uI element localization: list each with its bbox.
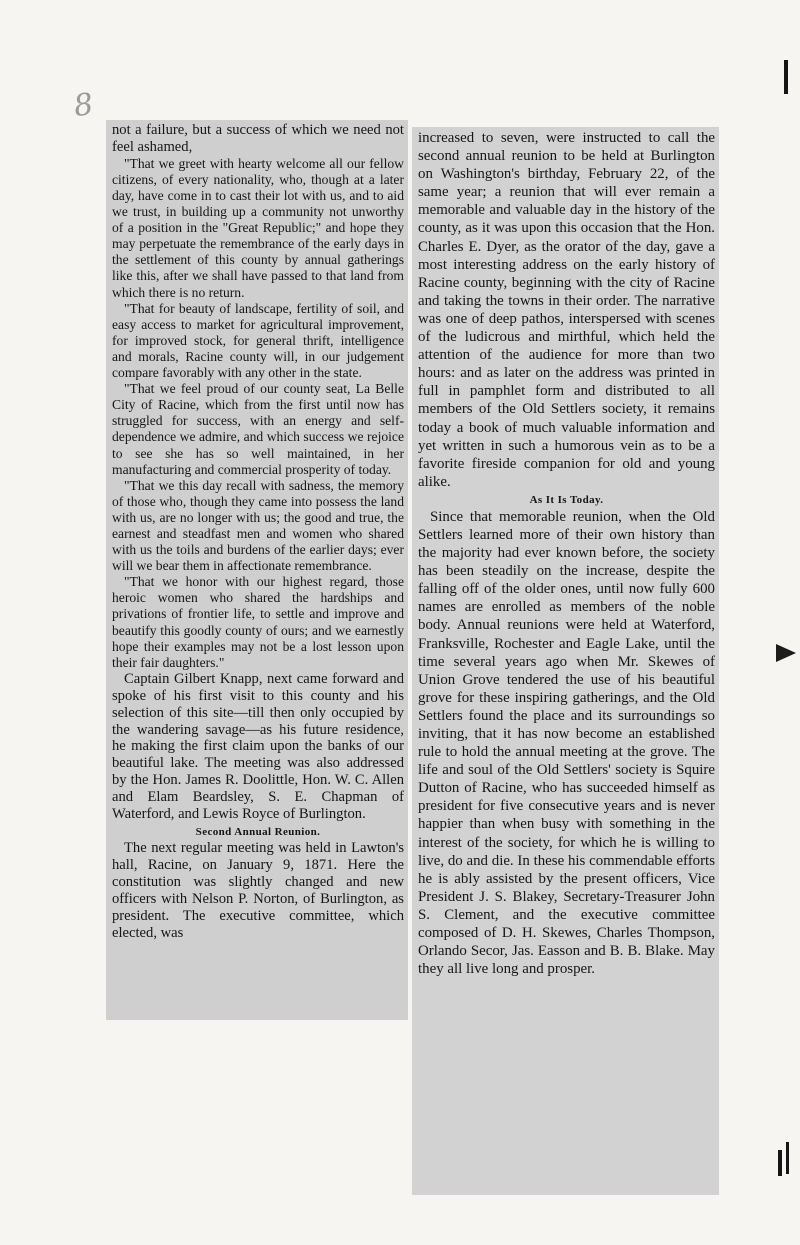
edge-mark-bottom-2 (786, 1142, 789, 1174)
resolution-women: "That we honor with our highest regard, those heroic women who shared the hardships and privations of frontier life, to settle and improve and beautify this goodly county of ours; and we earnestly hope their examples may not be a lost lesson upon their fair daughters." (112, 574, 404, 670)
margin-arrow-mark (776, 644, 796, 662)
second-reunion-paragraph: The next regular meeting was held in Lawton's hall, Racine, on January 9, 1871. Here the constitution was slightly changed and new officers with Nelson P. Norton, of Burlington, as president. The executive committee, which elected, was (112, 839, 404, 941)
pencil-page-number: 8 (71, 86, 96, 125)
right-paragraph-2: Since that memorable reunion, when the Old Settlers learned more of their own history than the majority had ever known before, the society has been steadily on the increase, despite the falling off of the older ones, until now fully 600 names are enrolled as members of the noble body. Annual reunions were held at Waterford, Franksville, Rochester and Eagle Lake, until the time several years ago when Mr. Skewes of Union Grove tendered the use of his beautiful grove for these inspiring gatherings, and the Old Settlers found the place and its surroundings so inviting, that it has now become an established rule to hold the annual meeting at the grove. The life and soul of the Old Settlers' society is Squire Dutton of Racine, who has succeeded himself as president for five consecutive years and is never happier than when busy with something in the interest of the society, for which he is willing to live, do and die. In these his commendable efforts he is ably assisted by the present officers, Vice President J. S. Blakey, Secretary-Treasurer John S. Clement, and the executive committee composed of D. H. Skewes, Charles Thompson, Orlando Secor, Jas. Easson and B. B. Blake. May they all live long and prosper. (418, 508, 715, 978)
resolution-memory: "That we this day recall with sadness, the memory of those who, though they came into possess the land with us, are no longer with us; the good and true, the earnest and steadfast men and women who shared with us the toils and burdens of the earlier days; ever will we bear them in affectionate remembrance. (112, 477, 404, 574)
right-column (418, 129, 715, 978)
edge-mark-bottom-1 (778, 1150, 782, 1176)
as-it-is-today-heading: As It Is Today. (529, 493, 604, 506)
second-reunion-heading: Second Annual Reunion. (195, 825, 321, 838)
resolution-greeting: "That we greet with hearty welcome all our fellow citizens, of every nationality, who, though at a later day, have come in to cast their lot with us, and to aid we trust, in building up a community not unworthy of a position in the "Great Republic;" and hope they may perpetuate the remembrance of the early days in the settlement of this county by annual gatherings like this, after we shall have passed to that land from which there is no return. (112, 155, 404, 300)
knapp-paragraph: Captain Gilbert Knapp, next came forward and spoke of his first visit to this county and his selection of this site—till then only occupied by the wandering savage—as his future residence, he making the first claim upon the banks of our beautiful lake. The meeting was also addressed by the Hon. James R. Doolittle, Hon. W. C. Allen and Elam Beardsley, S. E. Chapman of Waterford, and Lewis Royce of Burlington. (112, 670, 404, 823)
right-paragraph-1: increased to seven, were instructed to call the second annual reunion to be held at Burlington on Washington's birthday, February 22, of the same year; a reunion that will ever remain a memorable and valuable day in the history of the county, as it was upon this occasion that the Hon. Charles E. Dyer, as the orator of the day, gave a most interesting address on the early history of Racine county, beginning with the city of Racine and taking the towns in their order. The narrative was one of deep pathos, interspersed with scenes of the ludicrous and mirthful, which held the attention of the audience for more than two hours: and as later on the address was printed in full in pamphlet form and distributed to all members of the Old Settlers society, it remains today a book of much valuable information and yet written in such a humorous vein as to be a favorite fireside companion for old and young alike. (418, 130, 715, 490)
left-paragraph-1: not a failure, but a success of which we need not feel ashamed, (112, 122, 404, 155)
edge-mark-top (784, 60, 788, 94)
resolution-landscape: "That for beauty of landscape, fertility of soil, and easy access to market for agricultural improvement, for improved stock, for general thrift, intelligence and morals, Racine county will, in our judgement compare favorably with any other in the state. (112, 300, 404, 381)
left-column (112, 122, 404, 941)
resolution-county-seat: "That we feel proud of our county seat, La Belle City of Racine, which from the first until now has struggled for success, with an energy and self-dependence we admire, and which success we rejoice to see she has so well maintained, in her manufacturing and commercial prosperity of today. (112, 381, 404, 477)
